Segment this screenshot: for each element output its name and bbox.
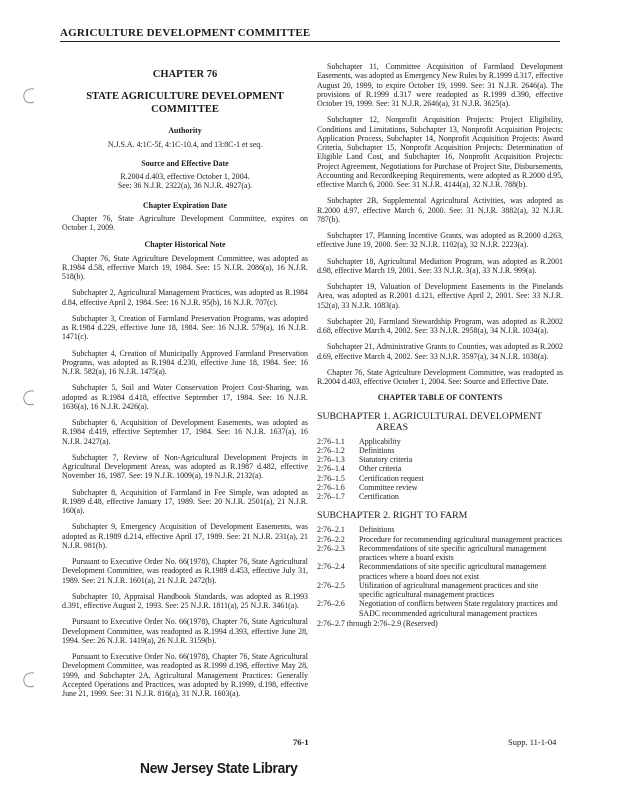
source-line2: See: 36 N.J.R. 2322(a), 36 N.J.R. 4927(a). [117,181,253,191]
toc-section-title: Recommendations of site specific agricultural management practices where a board exists [359,543,547,562]
toc-section-number: 2:76–1.2 [317,445,345,455]
history-heading: Chapter Historical Note [144,240,226,250]
punch-hole-icon [20,86,38,106]
toc-row [317,599,563,618]
toc-row [317,464,563,473]
chapter-name-line1: STATE AGRICULTURE DEVELOPMENT [86,91,284,103]
history-paragraph: Subchapter 9, Emergency Acquisition of Development Easements, was adopted as R.1989 d.214, effective April 17, 1989. See: 21 N.J.R. 231(a), 21 N.J.R. 981(b). [62,522,308,550]
toc-row [317,525,563,534]
chapter-title: CHAPTER 76 [152,69,218,80]
history-paragraph: Subchapter 6, Acquisition of Development Easements, was adopted as R.1984 d.419, effective September 17, 1984. See: 16 N.J.R. 1637(a), 16 N.J.R. 2427(a). [62,418,308,446]
history-paragraph: Subchapter 20, Farmland Stewardship Program, was adopted as R.2002 d.68, effective March 4, 2002. See: 33 N.J.R. 2958(a), 34 N.J.R. 1034(a). [317,316,563,335]
subchapter-1-heading [317,411,563,433]
toc-section-number: 2:76–2.1 [317,525,345,535]
history-paragraph: Subchapter 5, Soil and Water Conservation Project Cost-Sharing, was adopted as R.1984 d.418, effective September 17, 1984. See: 16 N.J.R. 1636(a), 16 N.J.R. 2426(a). [62,383,308,411]
running-header: AGRICULTURE DEVELOPMENT COMMITTEE [60,27,311,39]
right-column [317,62,563,628]
history-paragraph: Pursuant to Executive Order No. 66(1978), Chapter 76, State Agricultural Development Committee, was readopted as R.1999 d.198, effective May 28, 1999, and Subchapter 2A, Agricultural Management Practices: Generally Accepted Operations and Practices, was adopted by R.1999, d.198, effective June 21, 1999. See: 31 N.J.R. 816(a), 31 N.J.R. 1603(a). [62,652,308,698]
toc-section-title: Definitions [359,445,395,455]
subchapter-2-toc [317,525,563,618]
header-rule [60,41,560,42]
subchapter-2-heading: SUBCHAPTER 2. RIGHT TO FARM [317,510,468,522]
toc-section-title: Negotiation of conflicts between State regulatory practices and SADC recommended agricultural management practices [359,599,558,618]
history-paragraph: Subchapter 11, Committee Acquisition of Farmland Development Easements, was adopted as Emergency New Rules by R.1999 d.317, effective August 20, 1999, to expire October 19, 1999. See: 31 N.J.R. 2646(a). The provisions of R.1999 d.317 were readopted as R.1999 d.390, effective October 19, 1999. See: 31 N.J.R. 2646(a), 31 N.J.R. 3625(a). [317,62,564,108]
toc-section-number: 2:76–1.5 [317,473,345,483]
library-stamp: New Jersey State Library [140,760,298,777]
toc-row [317,474,563,483]
toc-row [317,455,563,464]
toc-row [317,446,563,455]
toc-section-number: 2:76–1.7 [317,492,345,501]
history-paragraph: Subchapter 7, Review of Non-Agricultural Development Projects in Agricultural Development Areas, was adopted as R.1987 d.482, effective November 16, 1987. See: 19 N.J.R. 1009(a), 19 N.J.R. 2132(a). [62,452,308,481]
left-column [62,62,308,705]
toc-title: CHAPTER TABLE OF CONTENTS [377,393,503,403]
toc-reserved-range: 2:76–2.7 through 2:76–2.9 (Reserved) [317,618,438,628]
toc-section-title: Applicability [359,436,401,446]
history-paragraph: Pursuant to Executive Order No. 66(1978), Chapter 76, State Agricultural Development Committee, was readopted as R.1994 d.393, effective June 28, 1994. See: 26 N.J.R. 1419(a), 26 N.J.R. 3159(b). [62,617,308,645]
history-paragraph: Subchapter 8, Acquisition of Farmland in Fee Simple, was adopted as R.1989 d.48, effective January 17, 1989. See: 20 N.J.R. 2501(a), 21 N.J.R. 160(a). [62,487,308,515]
history-paragraph: Chapter 76, State Agriculture Development Committee, was adopted as R.1984 d.58, effective March 19, 1984. See: 15 N.J.R. 2086(a), 16 N.J.R. 518(b). [62,253,308,281]
toc-section-title: Procedure for recommending agricultural management practices [359,534,563,544]
authority-text: N.J.S.A. 4:1C-5f, 4:1C-10.4, and 13:8C-1 et seq. [107,139,263,149]
history-paragraph: Subchapter 3, Creation of Farmland Preservation Programs, was adopted as R.1984 d.229, effective June 18, 1984. See: 16 N.J.R. 579(a), 16 N.J.R. 1471(c). [62,313,308,342]
toc-section-number: 2:76–2.3 [317,543,345,553]
toc-section-title: Utilization of agricultural management practices and site specific agricultural management practices [359,580,539,599]
punch-hole-icon [20,388,38,408]
toc-section-number: 2:76–2.6 [317,599,345,609]
punch-hole-icon [20,670,38,690]
history-paragraph: Subchapter 18, Agricultural Mediation Program, was adopted as R.2001 d.98, effective March 19, 2001. See: 33 N.J.R. 3(a), 33 N.J.R. 999(a). [317,256,563,275]
toc-section-number: 2:76–1.6 [317,482,345,492]
toc-row [317,535,563,544]
chapter-name-line2: COMMITTEE [151,104,219,116]
toc-section-number: 2:76–2.4 [317,562,345,572]
subchapter-1-toc [317,437,563,502]
toc-section-title: Recommendations of site specific agricultural management practices where a board does not exist [359,562,547,581]
toc-section-title: Committee review [359,482,418,492]
chapter-name [62,90,308,116]
history-paragraph: Subchapter 21, Administrative Grants to Counties, was adopted as R.2002 d.69, effective March 4, 2002. See: 33 N.J.R. 3597(a), 34 N.J.R. 1038(a). [317,342,563,361]
toc-section-title: Certification request [359,473,424,483]
toc-row [317,437,563,446]
expiration-text: Chapter 76, State Agriculture Development Committee, expires on October 1, 2009. [62,213,308,232]
history-paragraph: Subchapter 2B, Supplemental Agricultural Activities, was adopted as R.2000 d.97, effective March 6, 2000. See: 31 N.J.R. 3882(a), 32 N.J.R. 787(b). [317,196,563,224]
history-paragraph: Pursuant to Executive Order No. 66(1978), Chapter 76, State Agricultural Development Committee, was readopted as R.1989 d.453, effective July 31, 1989. See: 21 N.J.R. 1601(a), 21 N.J.R. 2472(b). [62,557,308,585]
source-line1: R.2004 d.403, effective October 1, 2004. [120,172,250,181]
toc-section-title: Certification [359,492,399,501]
history-paragraph: Subchapter 4, Creation of Municipally Approved Farmland Preservation Programs, was adopted as R.1984 d.230, effective June 18, 1984. See: 16 N.J.R. 582(a), 16 N.J.R. 1475(a). [62,348,308,376]
history-paragraph: Subchapter 19, Valuation of Development Easements in the Pinelands Area, was adopted as R.2001 d.121, effective April 2, 2001. See: 33 N.J.R. 152(a), 33 N.J.R. 1083(a). [317,282,563,310]
subchapter-1-line1: SUBCHAPTER 1. AGRICULTURAL DEVELOPMENT [317,410,543,422]
history-paragraph: Subchapter 10, Appraisal Handbook Standards, was adopted as R.1993 d.391, effective August 2, 1993. See: 25 N.J.R. 1811(a), 25 N.J.R. 3461(a). [62,591,308,610]
history-paragraph: Subchapter 2, Agricultural Management Practices, was adopted as R.1984 d.84, effective April 2, 1984. See: 16 N.J.R. 95(b), 16 N.J.R. 707(c). [62,288,308,307]
toc-row [317,544,563,563]
toc-section-number: 2:76–2.5 [317,580,345,590]
expiration-heading: Chapter Expiration Date [142,200,228,210]
toc-section-number: 2:76–1.1 [317,436,345,446]
toc-row [317,581,563,600]
source-heading: Source and Effective Date [141,158,229,168]
history-paragraph: Subchapter 12, Nonprofit Acquisition Projects: Project Eligibility, Conditions and Limitations, Subchapter 13, Nonprofit Acquisition Projects: Application Process, Subchapter 14, Nonprofit Acquisition Projects: Award Criteria, Subchapter 15, Nonprofit Acquisition Projects: Determination of Eligible Land Cost, and Subchapter 16, Nonprofit Acquisition Projects: Project Agreement, Negotiations for Purchase of Project Site, Disbursements, Accounting and Recordkeeping Requirements, were adopted as R.2000 d.95, effective March 6, 2000. See: 31 N.J.R. 4144(a), 32 N.J.R. 788(b). [317,115,563,189]
toc-row [317,562,563,581]
toc-section-number: 2:76–1.4 [317,464,345,474]
toc-row [317,492,563,501]
toc-row [317,483,563,492]
toc-section-number: 2:76–1.3 [317,455,345,464]
authority-heading: Authority [168,126,202,136]
subchapter-1-line2: AREAS [376,421,409,433]
toc-section-title: Other criteria [359,464,402,474]
supplement-date: Supp. 11-1-04 [508,737,557,747]
toc-section-number: 2:76–2.2 [317,534,345,544]
toc-section-title: Statutory criteria [359,455,413,464]
history-paragraph: Subchapter 17, Planning Incentive Grants, was adopted as R.2000 d.263, effective June 19, 2000. See: 32 N.J.R. 1102(a), 32 N.J.R. 2223(a). [317,231,563,250]
toc-section-title: Definitions [359,525,395,535]
history-paragraph: Chapter 76, State Agriculture Development Committee, was readopted as R.2004 d.403, effective October 1, 2004. See: Source and Effective Date. [317,367,563,386]
page-number: 76-1 [293,737,309,747]
